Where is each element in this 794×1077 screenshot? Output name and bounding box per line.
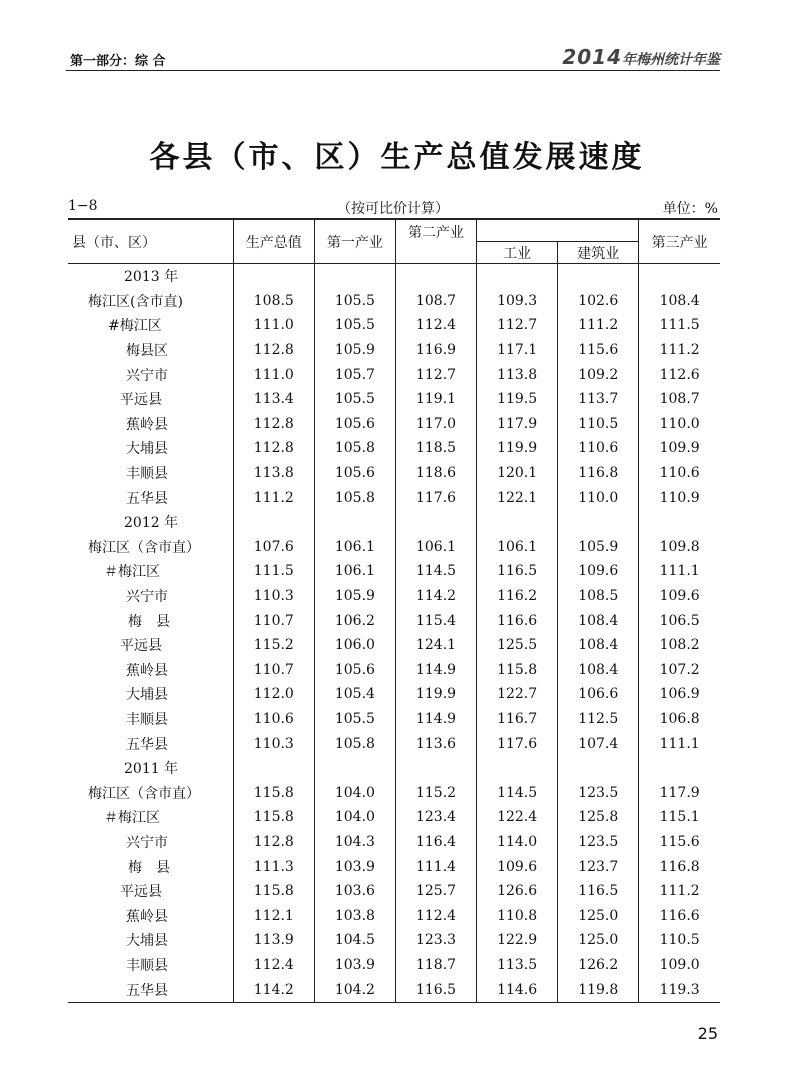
- value-cell: 123.4: [395, 805, 476, 830]
- year-row: [68, 756, 720, 781]
- value-cell: 111.3: [233, 854, 314, 879]
- value-cell: 111.2: [639, 879, 720, 904]
- col-header-industry: 工业: [477, 242, 558, 264]
- value-cell: 119.9: [477, 436, 558, 461]
- value-cell: 109.6: [558, 559, 639, 584]
- value-cell: 115.6: [639, 830, 720, 855]
- value-cell: 110.9: [639, 485, 720, 510]
- value-cell: 126.6: [477, 879, 558, 904]
- col-header-county: 县（市、区）: [68, 219, 233, 264]
- value-cell: 123.7: [558, 854, 639, 879]
- value-cell: 109.9: [639, 436, 720, 461]
- value-cell: 115.8: [233, 879, 314, 904]
- value-cell: 126.2: [558, 953, 639, 978]
- table-row: [68, 805, 720, 830]
- value-cell: 119.9: [395, 682, 476, 707]
- value-cell: 118.7: [395, 953, 476, 978]
- county-name: 梅江区（含市直）: [88, 785, 200, 802]
- table-row: [68, 412, 720, 437]
- value-cell: 105.5: [314, 387, 395, 412]
- value-cell: 109.3: [477, 289, 558, 314]
- value-cell: 105.5: [314, 313, 395, 338]
- value-cell: 109.8: [639, 535, 720, 560]
- county-name: 蕉岭县: [126, 416, 168, 433]
- value-cell: 125.7: [395, 879, 476, 904]
- value-cell: 112.8: [233, 412, 314, 437]
- yearbook-title: [562, 45, 720, 69]
- table-row: [68, 854, 720, 879]
- table-id: 1−8: [68, 198, 98, 214]
- year-row: [68, 264, 720, 289]
- county-name: 大埔县: [126, 687, 168, 704]
- empty-cell: [558, 756, 639, 781]
- empty-cell: [639, 510, 720, 535]
- county-name: 五华县: [126, 736, 168, 753]
- value-cell: 108.2: [639, 633, 720, 658]
- value-cell: 115.4: [395, 608, 476, 633]
- year-label: 2012 年: [124, 515, 179, 532]
- value-cell: 105.9: [558, 535, 639, 560]
- value-cell: 116.6: [477, 608, 558, 633]
- col-header-construction: 建筑业: [558, 242, 639, 264]
- value-cell: 113.8: [233, 461, 314, 486]
- value-cell: 104.2: [314, 977, 395, 1002]
- value-cell: 103.6: [314, 879, 395, 904]
- value-cell: 110.0: [558, 485, 639, 510]
- value-cell: 105.5: [314, 289, 395, 314]
- value-cell: 102.6: [558, 289, 639, 314]
- value-cell: 107.6: [233, 535, 314, 560]
- year-label: 2013 年: [124, 269, 179, 286]
- value-cell: 105.6: [314, 461, 395, 486]
- value-cell: 112.7: [395, 362, 476, 387]
- table-row: [68, 387, 720, 412]
- value-cell: 125.8: [558, 805, 639, 830]
- value-cell: 108.5: [558, 584, 639, 609]
- empty-cell: [558, 264, 639, 289]
- value-cell: 109.0: [639, 953, 720, 978]
- value-cell: 110.3: [233, 584, 314, 609]
- value-cell: 109.6: [639, 584, 720, 609]
- value-cell: 112.1: [233, 903, 314, 928]
- value-cell: 115.2: [233, 633, 314, 658]
- value-cell: 115.8: [233, 805, 314, 830]
- value-cell: 112.8: [233, 338, 314, 363]
- value-cell: 105.6: [314, 412, 395, 437]
- table-row: [68, 338, 720, 363]
- value-cell: 108.4: [558, 658, 639, 683]
- county-name: 蕉岭县: [126, 662, 168, 679]
- value-cell: 110.7: [233, 608, 314, 633]
- value-cell: 113.4: [233, 387, 314, 412]
- county-name: 大埔县: [126, 441, 168, 458]
- value-cell: 115.1: [639, 805, 720, 830]
- value-cell: 105.8: [314, 731, 395, 756]
- value-cell: 109.2: [558, 362, 639, 387]
- county-name: 五华县: [68, 977, 233, 1002]
- value-cell: 111.5: [639, 313, 720, 338]
- empty-cell: [233, 510, 314, 535]
- header-rule: [66, 70, 720, 71]
- table-row: [68, 485, 720, 510]
- value-cell: 105.9: [314, 584, 395, 609]
- county-name: 梅县区: [126, 343, 168, 360]
- table-note: （按可比价计算）: [337, 201, 449, 217]
- value-cell: 117.0: [395, 412, 476, 437]
- value-cell: 108.7: [639, 387, 720, 412]
- table-row: [68, 903, 720, 928]
- table-body: [68, 264, 720, 1003]
- value-cell: 117.9: [477, 412, 558, 437]
- value-cell: 110.6: [558, 436, 639, 461]
- value-cell: 116.8: [639, 854, 720, 879]
- empty-cell: [314, 756, 395, 781]
- value-cell: 103.8: [314, 903, 395, 928]
- col-header-gdp: 生产总值: [233, 219, 314, 264]
- value-cell: 112.8: [233, 436, 314, 461]
- value-cell: 103.9: [314, 854, 395, 879]
- empty-cell: [639, 264, 720, 289]
- value-cell: 106.1: [314, 559, 395, 584]
- county-name: 梅 县: [128, 859, 170, 876]
- value-cell: 114.5: [395, 559, 476, 584]
- table-row: [68, 535, 720, 560]
- value-cell: 112.0: [233, 682, 314, 707]
- table-row: [68, 731, 720, 756]
- value-cell: 105.4: [314, 682, 395, 707]
- table-row: [68, 362, 720, 387]
- value-cell: 111.1: [639, 559, 720, 584]
- value-cell: 114.9: [395, 658, 476, 683]
- value-cell: 125.5: [477, 633, 558, 658]
- value-cell: 105.8: [314, 436, 395, 461]
- table-row: [68, 461, 720, 486]
- county-name: 丰顺县: [126, 957, 168, 974]
- value-cell: 124.1: [395, 633, 476, 658]
- empty-cell: [395, 756, 476, 781]
- value-cell: 117.1: [477, 338, 558, 363]
- table-row: [68, 289, 720, 314]
- value-cell: 107.2: [639, 658, 720, 683]
- value-cell: 112.4: [233, 953, 314, 978]
- value-cell: 114.5: [477, 780, 558, 805]
- county-name: 梅 县: [128, 613, 170, 630]
- table-row: [68, 977, 720, 1002]
- county-name: 大埔县: [126, 933, 168, 950]
- empty-cell: [314, 264, 395, 289]
- value-cell: 122.1: [477, 485, 558, 510]
- county-name: 平远县: [120, 884, 162, 901]
- table-row: [68, 608, 720, 633]
- value-cell: 123.5: [558, 780, 639, 805]
- county-name: 平远县: [120, 392, 162, 409]
- table-row: [68, 682, 720, 707]
- value-cell: 114.2: [233, 977, 314, 1002]
- county-name: 梅江区（含市直）: [88, 539, 200, 556]
- value-cell: 118.5: [395, 436, 476, 461]
- value-cell: 105.8: [314, 485, 395, 510]
- county-name: 梅江区(含市直): [88, 293, 183, 310]
- value-cell: 120.1: [477, 461, 558, 486]
- value-cell: 114.0: [477, 830, 558, 855]
- value-cell: 116.4: [395, 830, 476, 855]
- value-cell: 105.5: [314, 707, 395, 732]
- table-row: [68, 658, 720, 683]
- value-cell: 110.5: [558, 412, 639, 437]
- value-cell: 111.2: [233, 485, 314, 510]
- value-cell: 112.8: [233, 830, 314, 855]
- value-cell: 117.6: [477, 731, 558, 756]
- col-header-tertiary: 第三产业: [639, 219, 720, 264]
- col-header-primary: 第一产业: [314, 219, 395, 264]
- value-cell: 122.4: [477, 805, 558, 830]
- value-cell: 112.4: [395, 313, 476, 338]
- value-cell: 108.4: [639, 289, 720, 314]
- table-row: [68, 633, 720, 658]
- value-cell: 105.7: [314, 362, 395, 387]
- value-cell: 106.9: [639, 682, 720, 707]
- value-cell: 110.0: [639, 412, 720, 437]
- value-cell: 106.2: [314, 608, 395, 633]
- value-cell: 113.5: [477, 953, 558, 978]
- table-row: [68, 780, 720, 805]
- value-cell: 111.4: [395, 854, 476, 879]
- section-header: 第一部分：综 合: [70, 54, 166, 69]
- table-row: [68, 928, 720, 953]
- value-cell: 111.2: [558, 313, 639, 338]
- county-name: 平远县: [120, 638, 162, 655]
- growth-table: [68, 218, 720, 1003]
- value-cell: 105.9: [314, 338, 395, 363]
- table-unit: 单位：%: [662, 201, 718, 217]
- page-title: 各县（市、区）生产总值发展速度: [149, 140, 645, 175]
- value-cell: 116.6: [639, 903, 720, 928]
- yearbook-name: 年梅州统计年鉴: [622, 52, 720, 68]
- county-name: 蕉岭县: [126, 908, 168, 925]
- county-name: ＃梅江区: [104, 810, 160, 827]
- value-cell: 108.7: [395, 289, 476, 314]
- value-cell: 106.5: [639, 608, 720, 633]
- table-meta: [68, 198, 718, 218]
- value-cell: 105.6: [314, 658, 395, 683]
- empty-cell: [639, 756, 720, 781]
- county-name: #梅江区: [108, 318, 162, 335]
- value-cell: 106.0: [314, 633, 395, 658]
- empty-cell: [395, 264, 476, 289]
- value-cell: 116.5: [477, 559, 558, 584]
- table-row: [68, 436, 720, 461]
- value-cell: 107.4: [558, 731, 639, 756]
- value-cell: 106.8: [639, 707, 720, 732]
- value-cell: 117.9: [639, 780, 720, 805]
- col-header-secondary-sub: [477, 219, 639, 242]
- value-cell: 104.3: [314, 830, 395, 855]
- table-row: [68, 584, 720, 609]
- value-cell: 111.5: [233, 559, 314, 584]
- value-cell: 116.2: [477, 584, 558, 609]
- county-name: ＃梅江区: [104, 564, 160, 581]
- value-cell: 116.9: [395, 338, 476, 363]
- value-cell: 125.0: [558, 928, 639, 953]
- value-cell: 123.5: [558, 830, 639, 855]
- table-row: [68, 559, 720, 584]
- value-cell: 115.6: [558, 338, 639, 363]
- value-cell: 110.8: [477, 903, 558, 928]
- value-cell: 116.5: [395, 977, 476, 1002]
- value-cell: 119.5: [477, 387, 558, 412]
- value-cell: 110.6: [233, 707, 314, 732]
- county-name: 丰顺县: [126, 466, 168, 483]
- empty-cell: [314, 510, 395, 535]
- value-cell: 118.6: [395, 461, 476, 486]
- value-cell: 110.3: [233, 731, 314, 756]
- value-cell: 104.5: [314, 928, 395, 953]
- empty-cell: [233, 756, 314, 781]
- page-number: 25: [697, 1024, 718, 1043]
- table-row: [68, 879, 720, 904]
- year-row: [68, 510, 720, 535]
- yearbook-year: 2014: [562, 45, 622, 69]
- value-cell: 111.0: [233, 362, 314, 387]
- year-label: 2011 年: [124, 761, 179, 778]
- value-cell: 114.6: [477, 977, 558, 1002]
- value-cell: 114.9: [395, 707, 476, 732]
- value-cell: 113.8: [477, 362, 558, 387]
- value-cell: 106.1: [395, 535, 476, 560]
- value-cell: 114.2: [395, 584, 476, 609]
- empty-cell: [233, 264, 314, 289]
- value-cell: 111.0: [233, 313, 314, 338]
- value-cell: 112.5: [558, 707, 639, 732]
- county-name: 兴宁市: [126, 834, 168, 851]
- value-cell: 104.0: [314, 805, 395, 830]
- value-cell: 110.6: [639, 461, 720, 486]
- empty-cell: [395, 510, 476, 535]
- value-cell: 122.7: [477, 682, 558, 707]
- value-cell: 111.2: [639, 338, 720, 363]
- empty-cell: [477, 756, 558, 781]
- value-cell: 113.9: [233, 928, 314, 953]
- value-cell: 113.7: [558, 387, 639, 412]
- value-cell: 112.6: [639, 362, 720, 387]
- value-cell: 104.0: [314, 780, 395, 805]
- table-row: [68, 707, 720, 732]
- value-cell: 110.5: [639, 928, 720, 953]
- value-cell: 116.8: [558, 461, 639, 486]
- value-cell: 115.2: [395, 780, 476, 805]
- value-cell: 106.6: [558, 682, 639, 707]
- value-cell: 119.3: [639, 977, 720, 1002]
- value-cell: 116.5: [558, 879, 639, 904]
- empty-cell: [558, 510, 639, 535]
- empty-cell: [477, 264, 558, 289]
- value-cell: 111.1: [639, 731, 720, 756]
- col-header-secondary: 第二产业: [395, 219, 476, 264]
- value-cell: 113.6: [395, 731, 476, 756]
- value-cell: 117.6: [395, 485, 476, 510]
- value-cell: 103.9: [314, 953, 395, 978]
- county-name: 五华县: [126, 490, 168, 507]
- value-cell: 115.8: [477, 658, 558, 683]
- value-cell: 106.1: [314, 535, 395, 560]
- value-cell: 108.5: [233, 289, 314, 314]
- value-cell: 108.4: [558, 608, 639, 633]
- value-cell: 115.8: [233, 780, 314, 805]
- value-cell: 125.0: [558, 903, 639, 928]
- value-cell: 122.9: [477, 928, 558, 953]
- county-name: 兴宁市: [126, 589, 168, 606]
- value-cell: 119.1: [395, 387, 476, 412]
- county-name: 丰顺县: [126, 711, 168, 728]
- table-row: [68, 953, 720, 978]
- value-cell: 108.4: [558, 633, 639, 658]
- value-cell: 109.6: [477, 854, 558, 879]
- value-cell: 116.7: [477, 707, 558, 732]
- empty-cell: [477, 510, 558, 535]
- value-cell: 106.1: [477, 535, 558, 560]
- table-row: [68, 313, 720, 338]
- value-cell: 119.8: [558, 977, 639, 1002]
- table-row: [68, 830, 720, 855]
- value-cell: 112.4: [395, 903, 476, 928]
- value-cell: 123.3: [395, 928, 476, 953]
- value-cell: 110.7: [233, 658, 314, 683]
- value-cell: 112.7: [477, 313, 558, 338]
- county-name: 兴宁市: [126, 367, 168, 384]
